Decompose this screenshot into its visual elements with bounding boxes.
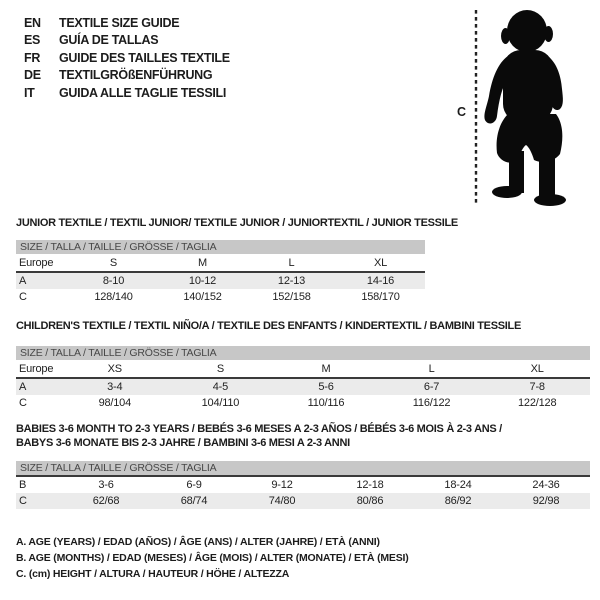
column-header-cell: Europe: [16, 360, 62, 378]
value-cell: 18-24: [414, 476, 502, 493]
table-row: [16, 289, 425, 305]
row-label-cell: A: [16, 272, 69, 289]
footnote-line: C. (cm) HEIGHT / ALTURA / HAUTEUR / HÖHE / ALTEZZA: [16, 568, 290, 580]
value-cell: 6-9: [150, 476, 238, 493]
row-label-cell: B: [16, 476, 62, 493]
column-header-cell: XL: [484, 360, 590, 378]
row-label-cell: A: [16, 378, 62, 395]
language-row: [24, 32, 230, 50]
footnotes: [16, 534, 409, 582]
value-cell: 92/98: [502, 493, 590, 509]
footnote-line: A. AGE (YEARS) / EDAD (AÑOS) / ÂGE (ANS) / ALTER (JAHRE) / ETÀ (ANNI): [16, 536, 380, 548]
language-title: GUIDA ALLE TAGLIE TESSILI: [59, 85, 227, 100]
table-row: [16, 493, 590, 509]
table-row: [16, 395, 590, 411]
language-row: [24, 84, 230, 102]
value-cell: 128/140: [94, 291, 133, 303]
children-heading: [16, 319, 590, 333]
junior-size-table: [16, 240, 425, 305]
value-cell: 24-36: [502, 476, 590, 493]
language-title: TEXTILE SIZE GUIDE: [59, 15, 180, 30]
value-cell: 158/170: [361, 291, 400, 303]
column-header-cell: Europe: [16, 254, 69, 272]
row-label-cell: C: [19, 291, 27, 303]
footnote-line: B. AGE (MONTHS) / EDAD (MESES) / ÂGE (MOIS) / ALTER (MONATE) / ETÀ (MESI): [16, 552, 409, 564]
value-cell: 80/86: [326, 493, 414, 509]
language-code: EN: [24, 15, 41, 30]
heading-line: BABYS 3-6 MONATE BIS 2-3 JAHRE / BAMBINI 3-6 MESI A 2-3 ANNI: [16, 437, 350, 449]
column-header-cell: L: [247, 254, 336, 272]
value-cell: 3-6: [62, 476, 150, 493]
value-cell: 12-18: [326, 476, 414, 493]
column-header-cell: S: [69, 254, 158, 272]
value-cell: 6-7: [379, 378, 485, 395]
value-cell: 9-12: [238, 476, 326, 493]
column-header-cell: S: [168, 360, 274, 378]
column-header-cell: XS: [62, 360, 168, 378]
value-cell: 116/122: [412, 397, 451, 409]
value-cell: 104/110: [201, 397, 240, 409]
table-row: [16, 272, 425, 289]
size-bar-label: SIZE / TALLA / TAILLE / GRÖSSE / TAGLIA: [16, 461, 590, 476]
value-cell: 14-16: [336, 272, 425, 289]
value-cell: 8-10: [69, 272, 158, 289]
column-header-row: [16, 360, 590, 378]
children-section: [16, 319, 590, 411]
value-cell: 5-6: [273, 378, 379, 395]
junior-heading: [16, 216, 458, 230]
baby-silhouette-icon: [455, 6, 590, 212]
value-cell: 10-12: [158, 272, 247, 289]
value-cell: 3-4: [62, 378, 168, 395]
value-cell: 110/116: [307, 397, 345, 409]
language-title: GUIDE DES TAILLES TEXTILE: [59, 50, 230, 65]
language-title: TEXTILGRÖßENFÜHRUNG: [59, 68, 213, 83]
table-row: [16, 476, 590, 493]
value-cell: 98/104: [98, 397, 132, 409]
column-header-row: [16, 254, 425, 272]
children-size-table: [16, 346, 590, 411]
value-cell: 62/68: [62, 493, 150, 509]
column-header-cell: M: [158, 254, 247, 272]
babies-section: [16, 422, 590, 509]
size-bar-row: [16, 240, 425, 254]
value-cell: 74/80: [238, 493, 326, 509]
heading-line: CHILDREN'S TEXTILE / TEXTIL NIÑO/A / TEXTILE DES ENFANTS / KINDERTEXTIL / BAMBINI TESSILE: [16, 320, 521, 332]
measure-label-c: C: [457, 105, 467, 119]
size-bar-row: [16, 461, 590, 476]
junior-section: [16, 216, 458, 305]
language-title: GUÍA DE TALLAS: [59, 33, 159, 48]
value-cell: 7-8: [484, 378, 590, 395]
heading-line: JUNIOR TEXTILE / TEXTIL JUNIOR/ TEXTILE JUNIOR / JUNIORTEXTIL / JUNIOR TESSILE: [16, 217, 458, 229]
babies-size-table: [16, 461, 590, 509]
language-code: DE: [24, 68, 41, 83]
value-cell: 12-13: [247, 272, 336, 289]
language-code: ES: [24, 33, 41, 48]
language-row: [24, 14, 230, 32]
heading-line: BABIES 3-6 MONTH TO 2-3 YEARS / BEBÉS 3-6 MESES A 2-3 AÑOS / BÉBÉS 3-6 MOIS À 2-3 ANS /: [16, 423, 502, 435]
language-list: [24, 14, 230, 102]
size-bar-row: [16, 346, 590, 360]
language-code: IT: [24, 85, 35, 100]
size-bar-label: SIZE / TALLA / TAILLE / GRÖSSE / TAGLIA: [16, 240, 425, 254]
babies-heading: [16, 422, 590, 450]
column-header-cell: XL: [336, 254, 425, 272]
column-header-cell: L: [379, 360, 485, 378]
value-cell: 140/152: [183, 291, 222, 303]
language-code: FR: [24, 50, 41, 65]
value-cell: 152/158: [272, 291, 311, 303]
value-cell: 122/128: [518, 397, 557, 409]
table-row: [16, 378, 590, 395]
row-label-cell: C: [16, 493, 62, 509]
language-row: [24, 49, 230, 67]
column-header-cell: M: [273, 360, 379, 378]
value-cell: 86/92: [414, 493, 502, 509]
language-row: [24, 67, 230, 85]
row-label-cell: C: [19, 397, 27, 409]
value-cell: 68/74: [150, 493, 238, 509]
size-bar-label: SIZE / TALLA / TAILLE / GRÖSSE / TAGLIA: [16, 346, 590, 360]
baby-figure: [455, 6, 590, 212]
value-cell: 4-5: [168, 378, 274, 395]
